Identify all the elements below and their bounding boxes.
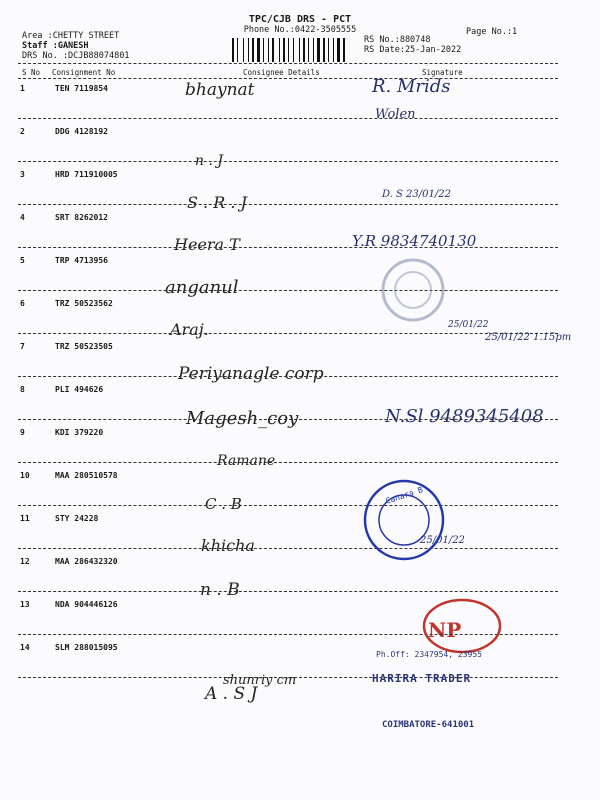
row-divider [18, 118, 558, 119]
row-divider [18, 161, 558, 162]
row-consignment-no: SRT 8262012 [55, 213, 108, 222]
col-signature: Signature [422, 68, 463, 77]
row-consignment-no: TRZ 50523505 [55, 342, 113, 351]
row-consignment-no: SLM 288015095 [55, 643, 118, 652]
row-divider [18, 505, 558, 506]
row-consignee-handwritten: Ramane [217, 453, 276, 469]
drs-number: DRS No. :DCJB88074801 [22, 51, 130, 61]
row-sno: 2 [20, 127, 25, 136]
phone-number: Phone No.:0422-3505555 [243, 25, 357, 35]
row-divider [18, 333, 558, 334]
staff-field: Staff :GANESH [22, 41, 89, 51]
trader-stamp-line3: COIMBATORE-641001 [382, 720, 475, 730]
col-consignee: Consignee Details [243, 68, 320, 77]
divider [18, 63, 558, 64]
extra-consignee: A . S J [205, 684, 258, 704]
row-consignee-handwritten: Araj. [170, 320, 209, 339]
barcode [232, 38, 356, 62]
row-signature: Wolen [375, 107, 416, 122]
area-field: Area :CHETTY STREET [22, 31, 120, 41]
row-consignee-handwritten: n . J [195, 153, 223, 169]
col-sno: S No [22, 68, 41, 77]
row-consignee-handwritten: shunriy cm [223, 673, 297, 688]
np-circle [420, 596, 504, 656]
row-signature: N.Sl 9489345408 [385, 406, 544, 427]
row-divider [18, 419, 558, 420]
trader-stamp-line2: HARIRA TRADER [372, 672, 472, 685]
row-sno: 6 [20, 299, 25, 308]
row-divider [18, 677, 558, 678]
row-consignee-handwritten: Magesh_coy [186, 408, 299, 429]
row-consignee-handwritten: anganul [165, 277, 239, 298]
row-consignee-handwritten: Periyanagle corp [178, 364, 324, 384]
row-consignment-no: TEN 7119854 [55, 84, 108, 93]
row-consignment-no: MAA 280510578 [55, 471, 118, 480]
row-sno: 3 [20, 170, 25, 179]
row-sno: 8 [20, 385, 25, 394]
col-consignment: Consignment No [52, 68, 116, 77]
row-signature: D. S 23/01/22 [382, 189, 451, 200]
row-signature: 25/01/22 [420, 535, 465, 546]
row-consignment-no: MAA 286432320 [55, 557, 118, 566]
row-consignment-no: HRD 711910005 [55, 170, 118, 179]
divider [18, 78, 558, 79]
row-signature: NP [428, 618, 462, 642]
row-consignee-handwritten: S . R . J [187, 193, 247, 212]
row-divider [18, 247, 558, 248]
row-sno: 1 [20, 84, 25, 93]
row-consignment-no: TRP 4713956 [55, 256, 108, 265]
row-consignee-handwritten: khicha [201, 536, 255, 555]
row-signature: Y.R 9834740130 [352, 232, 477, 250]
row-divider [18, 591, 558, 592]
row-sno: 13 [20, 600, 30, 609]
row-sno: 9 [20, 428, 25, 437]
row-consignee-handwritten: n . B [200, 580, 240, 600]
row-divider [18, 204, 558, 205]
row-consignee-handwritten: Heera T [174, 235, 240, 254]
row-consignment-no: PLI 494626 [55, 385, 104, 394]
row-sno: 7 [20, 342, 25, 351]
row-divider [18, 462, 558, 463]
row-sno: 5 [20, 256, 25, 265]
row-consignment-no: KDI 379220 [55, 428, 104, 437]
round-stamp [380, 257, 446, 323]
page-number: Page No.:1 [466, 27, 518, 37]
row-divider [18, 376, 558, 377]
row-signature: R. Mrids [372, 76, 451, 97]
row-divider [18, 548, 558, 549]
row-consignment-no: TRZ 50523562 [55, 299, 113, 308]
row-sno: 12 [20, 557, 30, 566]
canara-bank-label: Canara B [384, 485, 424, 506]
rs-date: RS Date:25-Jan-2022 [364, 45, 462, 55]
document-title: TPC/CJB DRS - PCT [248, 14, 352, 25]
row-signature: 25/01/22 1.15pm [485, 332, 572, 343]
row-sno: 11 [20, 514, 30, 523]
row-sno: 14 [20, 643, 30, 652]
rs-number: RS No.:880748 [364, 35, 431, 45]
row-consignment-no: NDA 904446126 [55, 600, 118, 609]
row-consignment-no: DDG 4128192 [55, 127, 108, 136]
row-consignee-handwritten: C . B [205, 495, 242, 513]
row-signature: 25/01/22 [448, 320, 489, 330]
trader-stamp-line1: Ph.Off: 2347954, 23955 [376, 650, 482, 659]
row-sno: 4 [20, 213, 25, 222]
row-consignee-handwritten: bhaynat [185, 80, 255, 100]
row-divider [18, 290, 558, 291]
row-sno: 10 [20, 471, 30, 480]
row-consignment-no: STY 24228 [55, 514, 99, 523]
